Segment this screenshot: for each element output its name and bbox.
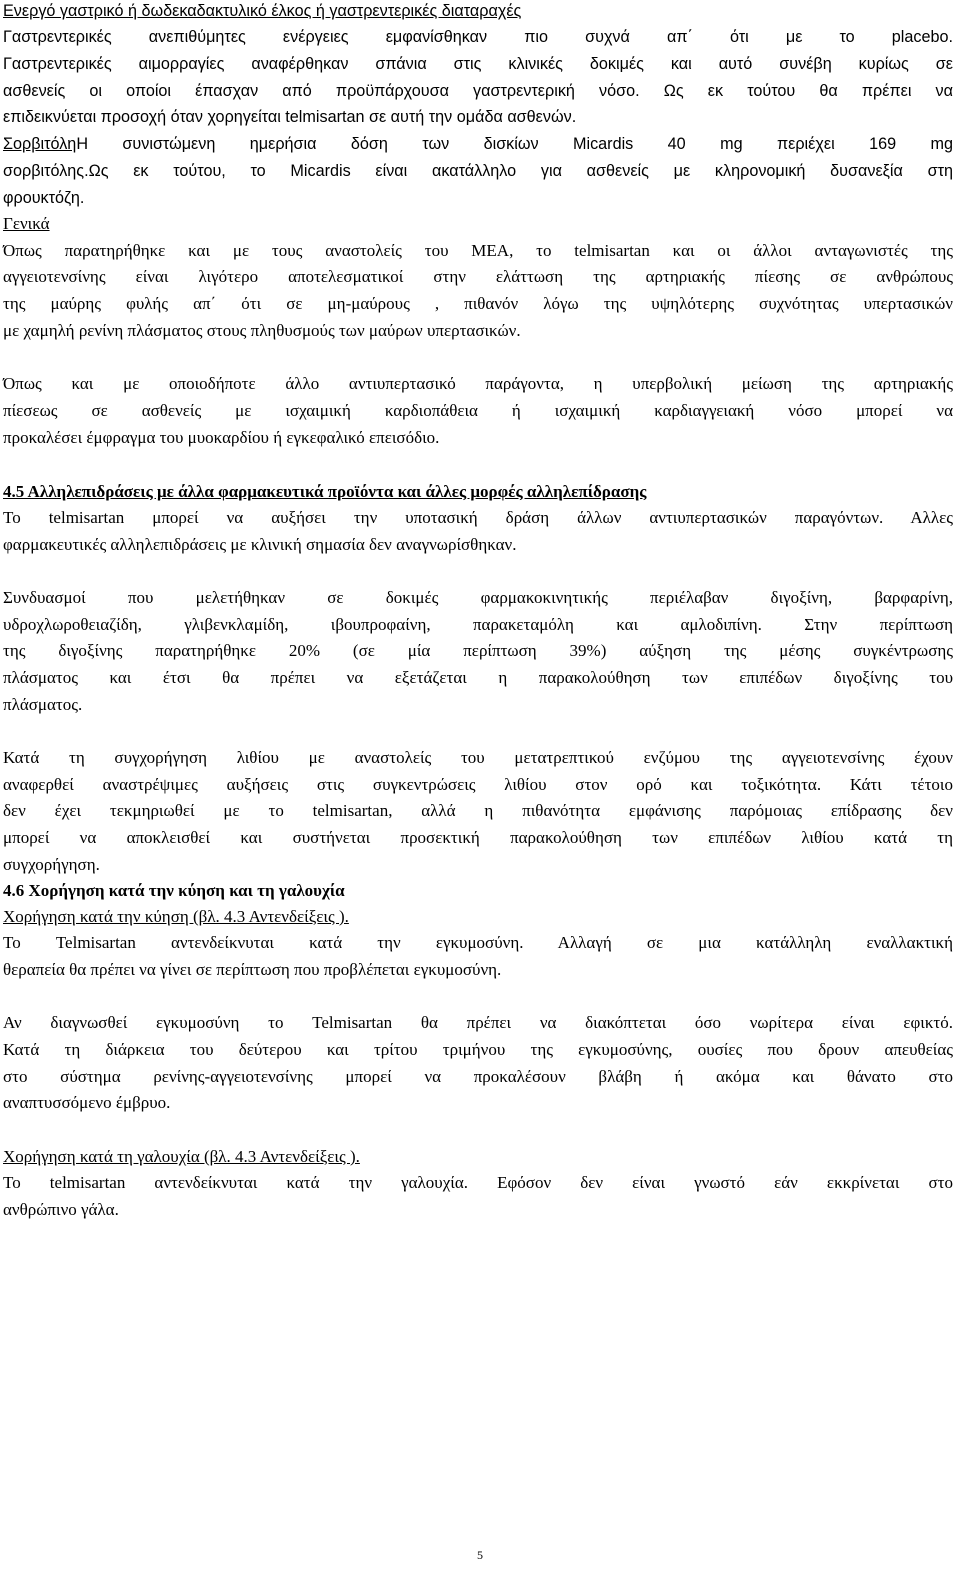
general-p1-line-2: αγγειοτενσίνης είναι λιγότερο αποτελεσματικοί στην ελάττωση της αρτηριακής πίεσης σε ανθρώπους bbox=[3, 267, 953, 286]
s45-p3-line-5: συγχορήγηση. bbox=[3, 855, 100, 874]
s45-p1-line-1 bbox=[3, 507, 953, 529]
gi-line-4: επιδεικνύεται προσοχή όταν χορηγείται telmisartan σε αυτή την ομάδα ασθενών. bbox=[3, 108, 577, 126]
s46-p2-line-1: Αν διαγνωσθεί εγκυμοσύνη το Telmisartan θα πρέπει να διακόπτεται όσο νωρίτερα είναι εφικτό. bbox=[3, 1013, 953, 1032]
sorb-line-1-rest: Η συνιστώμενη ημερήσια δόση των δισκίων Micardis 40 mg περιέχει 169 mg bbox=[76, 135, 953, 153]
gi-heading: Ενεργό γαστρικό ή δωδεκαδακτυλικό έλκος ή γαστρεντερικές διαταραχές bbox=[3, 2, 522, 20]
gi-line-3 bbox=[3, 80, 953, 102]
gi-line-2: Γαστρεντερικές αιμορραγίες αναφέρθηκαν σπάνια στις κλινικές δοκιμές και αυτό συνέβη κυρίως σε bbox=[3, 55, 953, 73]
s46-p1-line-2: θεραπεία θα πρέπει να γίνει σε περίπτωση που προβλέπεται εγκυμοσύνη. bbox=[3, 960, 502, 979]
s46-p3-line-2: ανθρώπινο γάλα. bbox=[3, 1200, 119, 1219]
s45-p2-line-5: πλάσματος. bbox=[3, 695, 83, 714]
s45-p3-line-2 bbox=[3, 774, 953, 796]
sorb-line-1 bbox=[3, 133, 953, 155]
s45-p3-line-2-b: Κάτι τέτοιο bbox=[821, 775, 953, 794]
s46-p2-line-3: στο σύστημα ρενίνης-αγγειοτενσίνης μπορεί να προκαλέσουν βλάβη ή ακόμα και θάνατο στο bbox=[3, 1067, 953, 1086]
gi-line-1: Γαστρεντερικές ανεπιθύμητες ενέργειες εμφανίσθηκαν πιο συχνά απ΄ ότι με το placebo. bbox=[3, 28, 953, 46]
general-p2-line-3: προκαλέσει έμφραγμα του μυοκαρδίου ή εγκεφαλικό επεισόδιο. bbox=[3, 428, 440, 447]
s46-p2-line-2: Κατά τη διάρκεια του δεύτερου και τρίτου τριμήνου της εγκυμοσύνης, ουσίες που δρουν απευθείας bbox=[3, 1040, 953, 1059]
s45-p1-line-2: φαρμακευτικές αλληλεπιδράσεις με κλινική σημασία δεν αναγνωρίσθηκαν. bbox=[3, 535, 517, 554]
s46-p3-line-1: Το telmisartan αντενδείκνυται κατά την γαλουχία. Εφόσον δεν είναι γνωστό εάν εκκρίνεται στο bbox=[3, 1173, 953, 1192]
general-p2-line-2: πίεσεως σε ασθενείς με ισχαιμική καρδιοπάθεια ή ισχαιμική καρδιαγγειακή νόσο μπορεί να bbox=[3, 401, 953, 420]
sorb-line-3: φρουκτόζη. bbox=[3, 189, 85, 207]
gi-line-3-b: Ως εκ τούτου θα πρέπει να bbox=[639, 82, 954, 100]
s45-p2-line-2-b: Στην περίπτωση bbox=[761, 615, 953, 634]
s45-p2-line-2-a: υδροχλωροθειαζίδη, γλιβενκλαμίδη, ιβουπροφαίνη, παρακεταμόλη και αμλοδιπίνη. bbox=[3, 615, 762, 634]
sorb-line-2 bbox=[3, 160, 953, 182]
s46-p2-line-4: αναπτυσσόμενο έμβρυο. bbox=[3, 1093, 171, 1112]
s46-p1-line-1: Το Telmisartan αντενδείκνυται κατά την εγκυμοσύνη. Αλλαγή σε μια κατάλληλη εναλλακτική bbox=[3, 933, 953, 952]
general-p2-line-1: Όπως και με οποιοδήποτε άλλο αντιυπερτασικό παράγοντα, η υπερβολική μείωση της αρτηριακής bbox=[3, 374, 953, 393]
general-p1-line-4: με χαμηλή ρενίνη πλάσματος στους πληθυσμούς των μαύρων υπερτασικών. bbox=[3, 321, 521, 340]
s45-p3-line-3: δεν έχει τεκμηριωθεί με το telmisartan, αλλά η πιθανότητα εμφάνισης παρόμοιας επίδρασης δεν bbox=[3, 801, 953, 820]
s45-p2-line-1: Συνδυασμοί που μελετήθηκαν σε δοκιμές φαρμακοκινητικής περιέλαβαν διγοξίνη, βαρφαρίνη, bbox=[3, 588, 953, 607]
s45-p2-line-4: πλάσματος και έτσι θα πρέπει να εξετάζεται η παρακολούθηση των επιπέδων διγοξίνης του bbox=[3, 668, 953, 687]
sorb-line-2-a: σορβιτόλης. bbox=[3, 162, 89, 180]
sorb-line-2-b: Ως εκ τούτου, το Micardis είναι ακατάλληλο για ασθενείς με κληρονομική δυσανεξία στη bbox=[88, 162, 953, 180]
s45-p1-b: Αλλες bbox=[883, 508, 953, 527]
page-number: 5 bbox=[477, 1548, 483, 1562]
s45-p3-line-2-a: αναφερθεί αναστρέψιμες αυξήσεις στις συγκεντρώσεις λιθίου στον ορό και τοξικότητα. bbox=[3, 775, 822, 794]
general-p1-line-3: της μαύρης φυλής απ΄ ότι σε μη-μαύρους , πιθανόν λόγω της υψηλότερης συχνότητας υπερτασικών bbox=[3, 294, 953, 313]
s45-p3-line-1: Κατά τη συγχορήγηση λιθίου με αναστολείς του μετατρεπτικού ενζύμου της αγγειοτενσίνης έχουν bbox=[3, 748, 953, 767]
general-p1-line-1: Όπως παρατηρήθηκε και με τους αναστολείς του ΜΕΑ, το telmisartan και οι άλλοι ανταγωνιστές της bbox=[3, 241, 953, 260]
lactation-heading: Χορήγηση κατά τη γαλουχία (βλ. 4.3 Αντενδείξεις ). bbox=[3, 1147, 360, 1166]
section-4-6-heading: 4.6 Χορήγηση κατά την κύηση και τη γαλουχία bbox=[3, 881, 345, 900]
sorb-heading: Σορβιτόλη bbox=[3, 135, 77, 153]
s45-p2-line-3: της διγοξίνης παρατηρήθηκε 20% (σε μία περίπτωση 39%) αύξηση της μέσης συγκέντρωσης bbox=[3, 641, 953, 660]
s45-p1-a: Το telmisartan μπορεί να αυξήσει την υποτασική δράση άλλων αντιυπερτασικών παραγόντων. bbox=[3, 508, 884, 527]
section-4-5-heading: 4.5 Αλληλεπιδράσεις με άλλα φαρμακευτικά προϊόντα και άλλες μορφές αλληλεπίδρασης bbox=[3, 482, 647, 501]
gi-line-3-a: ασθενείς οι οποίοι έπασχαν από προϋπάρχουσα γαστρεντερική νόσο. bbox=[3, 82, 640, 100]
general-heading: Γενικά bbox=[3, 214, 50, 233]
pregnancy-heading: Χορήγηση κατά την κύηση (βλ. 4.3 Αντενδείξεις ). bbox=[3, 907, 349, 926]
s45-p2-line-2 bbox=[3, 614, 953, 636]
s45-p3-line-4: μπορεί να αποκλεισθεί και συστήνεται προσεκτική παρακολούθηση των επιπέδων λιθίου κατά τη bbox=[3, 828, 953, 847]
